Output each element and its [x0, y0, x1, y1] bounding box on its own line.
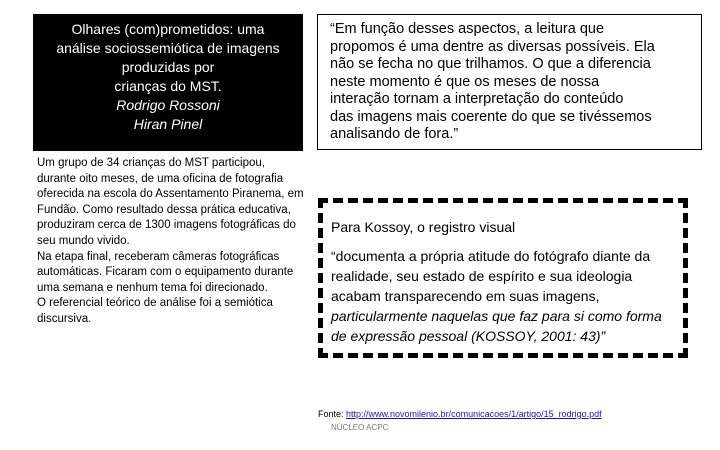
title-line: crianças do MST. — [114, 78, 222, 94]
description-paragraph: Na etapa final, receberam câmeras fotográficas automáticas. Ficaram com o equipamento durante uma semana e nenhum tema foi direcionado. — [37, 250, 294, 294]
footer-label: NÚCLEO ACPC — [331, 423, 389, 432]
quote-line: propomos é uma dentre as diversas possíveis. Ela — [330, 38, 655, 55]
kossoy-line: realidade, seu estado de espírito e sua ideologia — [331, 268, 633, 284]
source-label: Fonte: — [318, 409, 347, 419]
kossoy-line: “documenta a própria atitude do fotógrafo diante da — [331, 248, 651, 264]
quote-line: analisando de fora.” — [330, 126, 459, 142]
quote-line: das imagens mais coerente do que se tivéssemos — [330, 108, 652, 125]
description-paragraph: Um grupo de 34 crianças do MST participou, durante oito meses, de uma oficina de fotografia oferecida na escola do Assentamento Piranema, em Fundão. Como resultado dessa prática educativa, produziram cerca de 1300 imagens fotográficas do seu mundo vivido. — [37, 157, 304, 247]
author-name: Rodrigo Rossoni — [116, 97, 220, 113]
kossoy-italic-line: de expressão pessoal (KOSSOY, 2001: 43)” — [331, 328, 606, 344]
quote-line: interação tornam a interpretação do conteúdo — [330, 91, 624, 107]
source-citation — [318, 409, 602, 419]
kossoy-italic-line: particularmente naquelas que faz para si como forma — [331, 308, 662, 324]
description-text — [37, 156, 305, 328]
kossoy-heading: Para Kossoy, o registro visual — [331, 219, 516, 235]
title-box — [33, 14, 303, 151]
source-link[interactable]: http://www.novomilenio.br/comunicacoes/1/artigo/15_rodrigo.pdf — [346, 409, 602, 419]
description-paragraph: O referencial teórico de análise foi a semiótica discursiva. — [37, 297, 273, 325]
quote-line: não se fecha no que trilhamos. O que a diferencia — [330, 56, 651, 72]
kossoy-line: acabam transparecendo em suas imagens, — [331, 288, 600, 304]
kossoy-quote-box — [318, 198, 688, 358]
quote-line: neste momento é que os meses de nossa — [330, 73, 600, 90]
title-line: produzidas por — [121, 59, 215, 75]
author-name: Hiran Pinel — [133, 116, 203, 132]
title-line: Olhares (com)prometidos: uma — [71, 21, 265, 37]
title-line: análise sociossemiótica de imagens — [56, 40, 280, 56]
quote-box — [317, 14, 702, 150]
quote-line: “Em função desses aspectos, a leitura que — [330, 21, 605, 37]
